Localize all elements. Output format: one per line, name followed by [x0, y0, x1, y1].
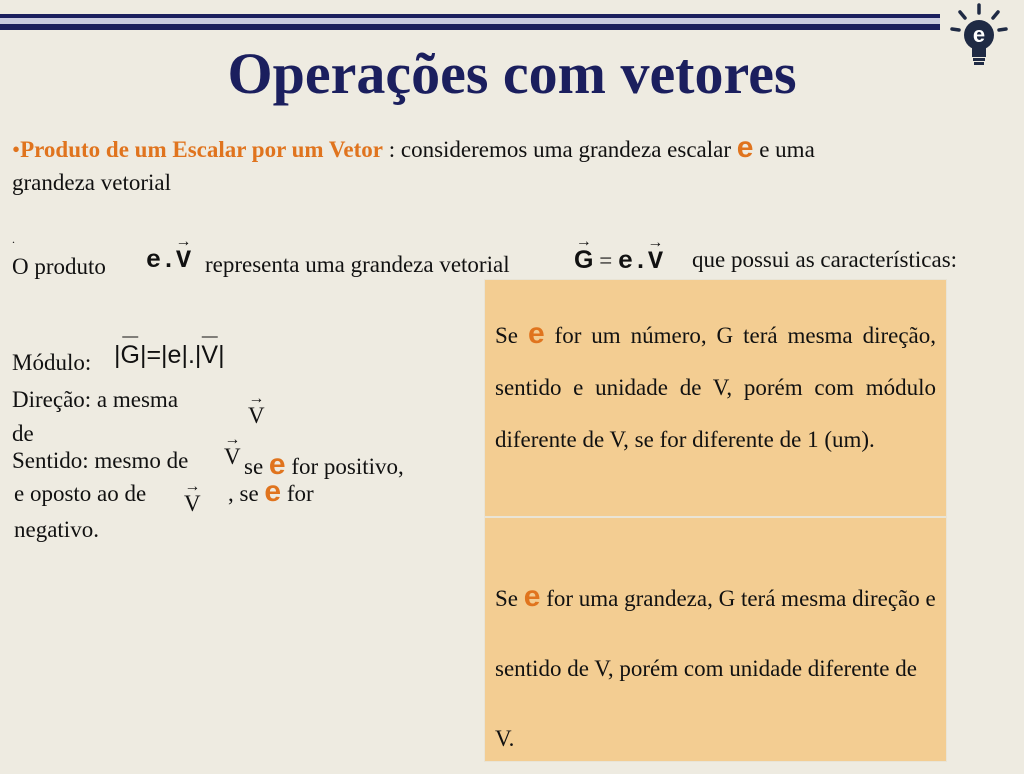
sentido-se: se	[244, 454, 269, 479]
expr2-e: e.	[617, 247, 648, 276]
direcao-line-2: de	[12, 421, 34, 446]
box1-se: Se	[495, 323, 528, 348]
sentido-v1	[224, 431, 241, 470]
vector-arrow-icon: →	[650, 234, 661, 252]
sentido-e2: e	[264, 475, 282, 508]
sentido-v1-vector	[224, 431, 241, 470]
intro-line-2: grandeza vetorial	[12, 170, 171, 195]
direcao-v-letter: V	[248, 403, 265, 428]
sentido-negativo: negativo.	[14, 517, 99, 542]
modulo-v-letter: V	[201, 341, 219, 369]
equals: =	[593, 248, 618, 273]
intro-text-1: : consideremos uma grandeza escalar	[382, 137, 737, 162]
expr-v-letter: V	[176, 246, 192, 275]
intro-line-1	[12, 131, 815, 164]
vector-arrow-icon: —	[122, 328, 139, 345]
sentido-e1: e	[268, 448, 286, 481]
produto-text: representa uma grandeza vetorial	[205, 252, 510, 277]
g-equation	[574, 233, 663, 276]
produto-expression	[146, 233, 192, 275]
modulo-bar-2: |	[218, 341, 225, 369]
box2-se: Se	[495, 586, 524, 611]
vector-arrow-icon: →	[248, 390, 265, 407]
stray-dot: .	[12, 232, 15, 246]
direcao-v-vector	[248, 390, 265, 429]
box2-body: for uma grandeza, G terá mesma direção e sentido de V, porém com unidade diferente de V.	[495, 586, 936, 751]
box-grandeza-text	[495, 562, 936, 774]
sentido-v1-letter: V	[224, 444, 241, 469]
produto-label: O produto	[12, 254, 106, 279]
box1-body: for um número, G terá mesma direção, sentido e unidade de V, porém com módulo diferente de V, se for diferente de 1 (um).	[495, 323, 936, 452]
vector-arrow-icon: →	[184, 478, 201, 495]
expr2-v	[647, 234, 663, 276]
intro-text-2: e uma	[753, 137, 815, 162]
sentido-for: for	[281, 481, 314, 506]
expr2-v-letter: V	[647, 247, 663, 276]
box-numero-text	[495, 308, 936, 466]
g-letter: G	[574, 246, 594, 274]
page-title: Operações com vetores	[227, 41, 797, 106]
vector-arrow-icon: →	[224, 431, 241, 448]
intro-heading: Produto de um Escalar por um Vetor	[20, 137, 383, 162]
box-numero	[484, 279, 947, 517]
sentido-se2: , se	[228, 481, 265, 506]
box-grandeza	[484, 517, 947, 762]
sentido-v2-letter: V	[184, 491, 201, 516]
modulo-mid: |=|e|.|	[139, 341, 202, 369]
logo-letter: e	[972, 22, 986, 47]
sentido-v2-vector	[184, 478, 201, 517]
modulo-bar-1: |	[114, 341, 121, 369]
modulo-label: Módulo:	[12, 350, 92, 375]
vector-arrow-icon: —	[201, 328, 218, 345]
scalar-e: e	[736, 131, 754, 164]
sentido-negativo-cond	[228, 475, 314, 508]
top-bar-highlight	[0, 18, 940, 24]
modulo-formula	[114, 328, 225, 370]
vector-arrow-icon: →	[178, 233, 189, 251]
direcao-v	[248, 390, 265, 429]
modulo-g	[120, 328, 140, 370]
modulo-g-letter: G	[120, 341, 140, 369]
sentido-v2	[184, 478, 201, 517]
produto-text-2: que possui as características:	[692, 247, 958, 272]
vector-arrow-icon: →	[575, 233, 592, 250]
expr-e: e.	[146, 246, 177, 275]
bullet: •	[12, 137, 21, 162]
sentido-positivo-text: for positivo,	[285, 454, 404, 479]
box2-e: e	[523, 580, 541, 613]
g-vector	[574, 233, 594, 275]
direcao-line-1: Direção: a mesma	[12, 387, 179, 412]
box1-e: e	[527, 317, 545, 350]
modulo-v	[201, 328, 219, 370]
sentido-oposto: e oposto ao de	[14, 481, 147, 506]
sentido-text-1: Sentido: mesmo de	[12, 448, 189, 473]
expr-v	[176, 233, 192, 275]
